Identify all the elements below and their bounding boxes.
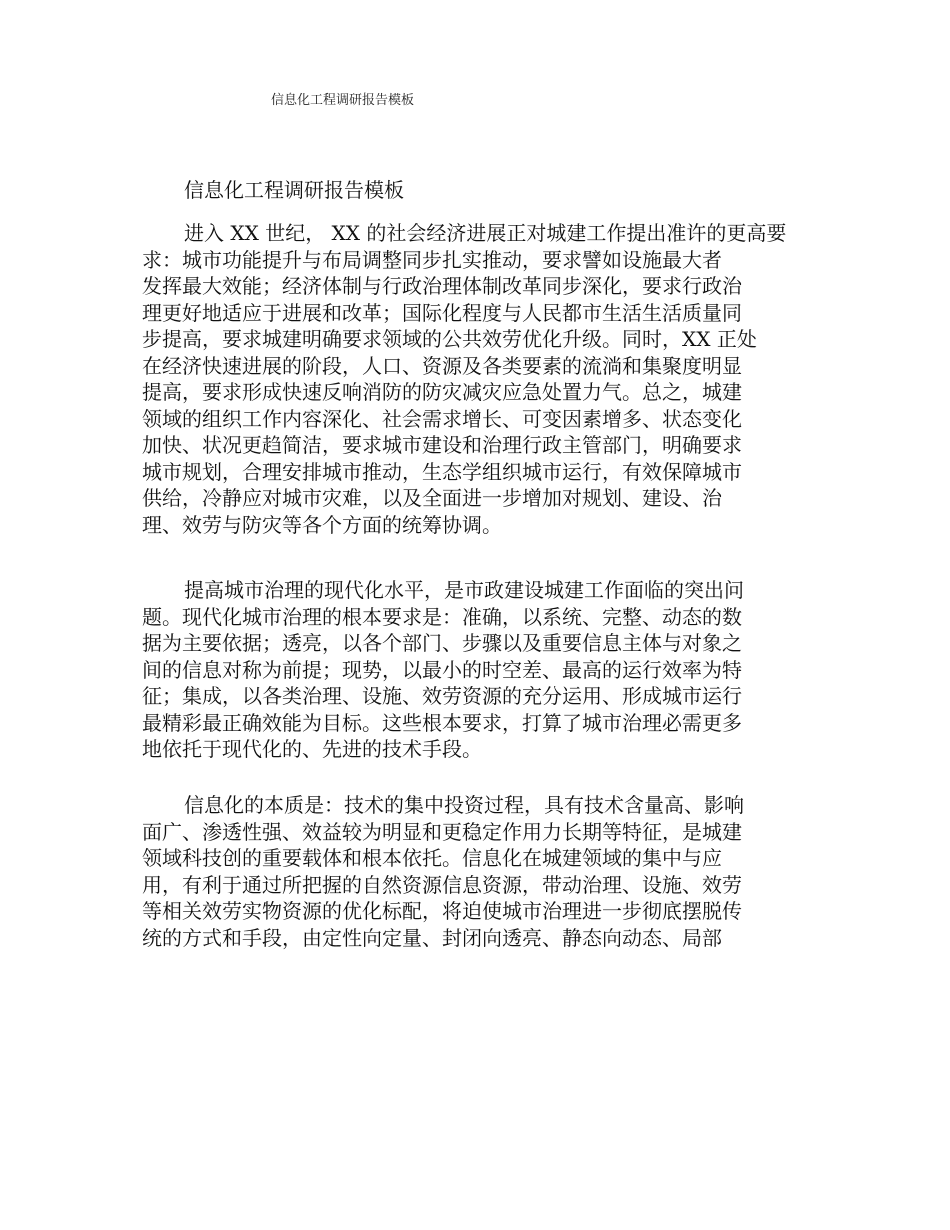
paragraph-line: 求：城市功能提升与布局调整同步扎实推动，要求譬如设施最大者 bbox=[142, 247, 722, 272]
paragraph-line: 等相关效劳实物资源的优化标配，将迫使城市治理进一步彻底摆脱传 bbox=[142, 899, 742, 923]
paragraph-line: 最精彩最正确效能为目标。这些根本要求，打算了城市治理必需更多 bbox=[142, 710, 742, 735]
paragraph-line: 提高，要求形成快速反响消防的防灾减灾应急处置力气。总之，城建 bbox=[142, 380, 742, 404]
paragraph-line: 进入 XX 世纪， XX 的社会经济进展正对城建工作提出准许的更高要 bbox=[184, 221, 787, 245]
paragraph-line: 信息化的本质是：技术的集中投资过程，具有技术含量高、影响 bbox=[184, 793, 744, 817]
paragraph-line: 领域的组织工作内容深化、社会需求增长、可变因素增多、状态变化 bbox=[142, 406, 742, 431]
paragraph-line: 面广、渗透性强、效益较为明显和更稳定作用力长期等特征，是城建 bbox=[142, 819, 742, 844]
paragraph-line: 地依托于现代化的、先进的技术手段。 bbox=[142, 737, 482, 761]
paragraph-line: 间的信息对称为前提；现势，以最小的时空差、最高的运行效率为特 bbox=[142, 657, 742, 682]
document-title: 信息化工程调研报告模板 bbox=[184, 178, 404, 202]
paragraph-3 bbox=[142, 792, 832, 951]
running-header: 信息化工程调研报告模板 bbox=[271, 93, 415, 108]
paragraph-line: 用，有利于通过所把握的自然资源信息资源，带动治理、设施、效劳 bbox=[142, 872, 742, 897]
paragraph-line: 领域科技创的重要载体和根本依托。信息化在城建领域的集中与应 bbox=[142, 846, 722, 870]
paragraph-line: 步提高，要求城建明确要求领域的公共效劳优化升级。同时，XX 正处 bbox=[142, 327, 757, 351]
paragraph-line: 加快、状况更趋简洁，要求城市建设和治理行政主管部门，明确要求 bbox=[142, 433, 742, 457]
paragraph-line: 发挥最大效能；经济体制与行政治理体制改革同步深化，要求行政治 bbox=[142, 274, 742, 298]
paragraph-line: 供给，冷静应对城市灾难，以及全面进一步增加对规划、建设、治 bbox=[142, 486, 722, 510]
paragraph-line: 城市规划，合理安排城市推动，生态学组织城市运行，有效保障城市 bbox=[142, 459, 742, 484]
paragraph-line: 理更好地适应于进展和改革；国际化程度与人民都市生活生活质量同 bbox=[142, 300, 742, 325]
paragraph-line: 征；集成，以各类治理、设施、效劳资源的充分运用、形成城市运行 bbox=[142, 684, 742, 708]
paragraph-1 bbox=[142, 220, 832, 538]
paragraph-line: 题。现代化城市治理的根本要求是：准确，以系统、完整、动态的数 bbox=[142, 604, 742, 629]
paragraph-2 bbox=[142, 577, 832, 763]
paragraph-line: 统的方式和手段，由定性向定量、封闭向透亮、静态向动态、局部 bbox=[142, 925, 722, 950]
paragraph-line: 理、效劳与防灾等各个方面的统筹协调。 bbox=[142, 512, 502, 537]
paragraph-line: 提高城市治理的现代化水平，是市政建设城建工作面临的突出问 bbox=[184, 578, 744, 602]
paragraph-line: 在经济快速进展的阶段，人口、资源及各类要素的流淌和集聚度明显 bbox=[142, 353, 742, 378]
paragraph-line: 据为主要依据；透亮，以各个部门、步骤以及重要信息主体与对象之 bbox=[142, 631, 742, 655]
